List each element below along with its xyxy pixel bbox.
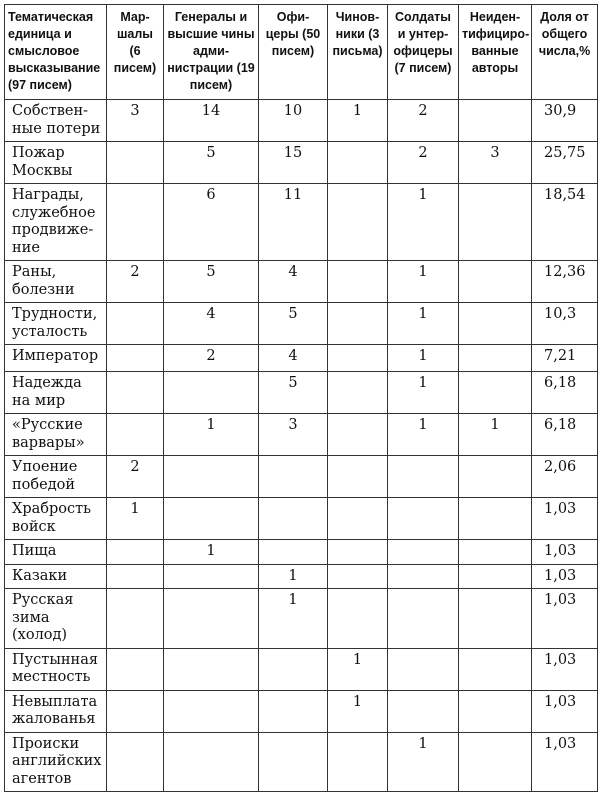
cell-unidentified	[459, 540, 532, 565]
letters-topic-table	[4, 4, 598, 792]
cell-soldiers	[388, 456, 459, 498]
cell-officers: 10	[259, 100, 328, 142]
cell-officers: 4	[259, 345, 328, 372]
cell-share: 1,03	[532, 564, 598, 589]
row-topic-label: Казаки	[5, 564, 107, 589]
row-topic-label: Упоение победой	[5, 456, 107, 498]
cell-share: 2,06	[532, 456, 598, 498]
cell-officers	[259, 732, 328, 792]
cell-share: 30,9	[532, 100, 598, 142]
cell-generals	[164, 690, 259, 732]
cell-marshals: 2	[107, 261, 164, 303]
cell-generals: 1	[164, 414, 259, 456]
table-row	[5, 648, 598, 690]
cell-marshals	[107, 732, 164, 792]
cell-marshals	[107, 648, 164, 690]
table-row	[5, 732, 598, 792]
table-row	[5, 184, 598, 261]
cell-officials	[328, 184, 388, 261]
cell-marshals	[107, 589, 164, 649]
cell-soldiers	[388, 589, 459, 649]
row-topic-label: «Русские варвары»	[5, 414, 107, 456]
row-topic-label: Храбрость войск	[5, 498, 107, 540]
cell-officials	[328, 564, 388, 589]
row-topic-label: Невыплата жалованья	[5, 690, 107, 732]
cell-marshals	[107, 345, 164, 372]
row-topic-label: Пища	[5, 540, 107, 565]
cell-unidentified	[459, 100, 532, 142]
cell-unidentified: 1	[459, 414, 532, 456]
cell-unidentified	[459, 564, 532, 589]
cell-officials	[328, 540, 388, 565]
cell-unidentified	[459, 589, 532, 649]
cell-share: 1,03	[532, 589, 598, 649]
table-row	[5, 261, 598, 303]
cell-marshals	[107, 540, 164, 565]
cell-officers: 11	[259, 184, 328, 261]
row-topic-label: Собствен- ные потери	[5, 100, 107, 142]
cell-marshals: 2	[107, 456, 164, 498]
cell-unidentified	[459, 456, 532, 498]
table-row	[5, 414, 598, 456]
cell-unidentified	[459, 372, 532, 414]
cell-unidentified	[459, 498, 532, 540]
row-topic-label: Русская зима (холод)	[5, 589, 107, 649]
cell-soldiers	[388, 564, 459, 589]
row-topic-label: Награды, служебное продвиже- ние	[5, 184, 107, 261]
row-topic-label: Пустынная местность	[5, 648, 107, 690]
cell-share: 1,03	[532, 498, 598, 540]
cell-share: 18,54	[532, 184, 598, 261]
cell-marshals: 1	[107, 498, 164, 540]
cell-generals: 4	[164, 303, 259, 345]
table-row	[5, 589, 598, 649]
table-row	[5, 498, 598, 540]
header-row	[5, 5, 598, 100]
cell-officers	[259, 648, 328, 690]
cell-officials: 1	[328, 690, 388, 732]
cell-soldiers: 1	[388, 345, 459, 372]
cell-generals: 6	[164, 184, 259, 261]
table-row	[5, 142, 598, 184]
row-topic-label: Раны, болезни	[5, 261, 107, 303]
cell-officers: 4	[259, 261, 328, 303]
cell-officials	[328, 142, 388, 184]
table-row	[5, 100, 598, 142]
cell-soldiers: 1	[388, 303, 459, 345]
table-row	[5, 690, 598, 732]
cell-officers: 1	[259, 564, 328, 589]
cell-generals: 5	[164, 261, 259, 303]
header-marshals: Мар-шалы (6 писем)	[107, 5, 164, 100]
cell-soldiers: 1	[388, 184, 459, 261]
row-topic-label: Трудности, усталость	[5, 303, 107, 345]
cell-officers: 5	[259, 303, 328, 345]
cell-officials	[328, 261, 388, 303]
cell-generals	[164, 498, 259, 540]
cell-unidentified	[459, 184, 532, 261]
cell-unidentified	[459, 648, 532, 690]
cell-share: 1,03	[532, 540, 598, 565]
cell-soldiers	[388, 498, 459, 540]
cell-unidentified	[459, 261, 532, 303]
cell-generals: 5	[164, 142, 259, 184]
row-topic-label: Надежда на мир	[5, 372, 107, 414]
cell-officials	[328, 589, 388, 649]
cell-soldiers	[388, 690, 459, 732]
cell-share: 1,03	[532, 648, 598, 690]
cell-officers	[259, 540, 328, 565]
header-soldiers: Солдаты и унтер-офицеры (7 писем)	[388, 5, 459, 100]
header-share: Доля от общего числа,%	[532, 5, 598, 100]
table-row	[5, 372, 598, 414]
cell-soldiers: 1	[388, 414, 459, 456]
row-topic-label: Император	[5, 345, 107, 372]
cell-generals	[164, 456, 259, 498]
cell-officials: 1	[328, 648, 388, 690]
cell-share: 10,3	[532, 303, 598, 345]
cell-unidentified	[459, 690, 532, 732]
cell-soldiers	[388, 540, 459, 565]
cell-unidentified: 3	[459, 142, 532, 184]
cell-generals	[164, 589, 259, 649]
cell-generals	[164, 648, 259, 690]
cell-officers: 1	[259, 589, 328, 649]
cell-officials	[328, 498, 388, 540]
table-row	[5, 303, 598, 345]
cell-soldiers: 1	[388, 372, 459, 414]
cell-share: 6,18	[532, 414, 598, 456]
cell-marshals: 3	[107, 100, 164, 142]
cell-marshals	[107, 184, 164, 261]
table-row	[5, 540, 598, 565]
cell-share: 7,21	[532, 345, 598, 372]
cell-generals: 14	[164, 100, 259, 142]
cell-soldiers	[388, 648, 459, 690]
cell-share: 1,03	[532, 690, 598, 732]
cell-generals: 2	[164, 345, 259, 372]
cell-generals	[164, 564, 259, 589]
cell-soldiers: 1	[388, 261, 459, 303]
cell-officials	[328, 345, 388, 372]
header-topic: Тематическая единица и смысловое высказывание (97 писем)	[5, 5, 107, 100]
cell-unidentified	[459, 345, 532, 372]
cell-share: 6,18	[532, 372, 598, 414]
cell-officials	[328, 732, 388, 792]
cell-soldiers: 1	[388, 732, 459, 792]
cell-share: 25,75	[532, 142, 598, 184]
cell-marshals	[107, 142, 164, 184]
cell-generals: 1	[164, 540, 259, 565]
table-row	[5, 345, 598, 372]
header-officers: Офи-церы (50 писем)	[259, 5, 328, 100]
row-topic-label: Пожар Москвы	[5, 142, 107, 184]
cell-generals	[164, 372, 259, 414]
cell-officers: 15	[259, 142, 328, 184]
cell-soldiers: 2	[388, 100, 459, 142]
cell-officers	[259, 690, 328, 732]
cell-officers	[259, 456, 328, 498]
table-row	[5, 456, 598, 498]
header-unidentified: Неиден-тифициро-ванные авторы	[459, 5, 532, 100]
cell-share: 12,36	[532, 261, 598, 303]
cell-soldiers: 2	[388, 142, 459, 184]
cell-officials	[328, 303, 388, 345]
cell-officials	[328, 372, 388, 414]
header-officials: Чинов-ники (3 письма)	[328, 5, 388, 100]
cell-share: 1,03	[532, 732, 598, 792]
cell-unidentified	[459, 732, 532, 792]
cell-officials	[328, 414, 388, 456]
row-topic-label: Происки английских агентов	[5, 732, 107, 792]
cell-marshals	[107, 303, 164, 345]
cell-officials: 1	[328, 100, 388, 142]
cell-officers	[259, 498, 328, 540]
table-body	[5, 100, 598, 792]
cell-officers: 3	[259, 414, 328, 456]
cell-marshals	[107, 372, 164, 414]
cell-officials	[328, 456, 388, 498]
cell-unidentified	[459, 303, 532, 345]
cell-marshals	[107, 414, 164, 456]
table-row	[5, 564, 598, 589]
cell-marshals	[107, 690, 164, 732]
cell-officers: 5	[259, 372, 328, 414]
cell-generals	[164, 732, 259, 792]
header-generals: Генералы и высшие чины адми-нистрации (19 писем)	[164, 5, 259, 100]
cell-marshals	[107, 564, 164, 589]
